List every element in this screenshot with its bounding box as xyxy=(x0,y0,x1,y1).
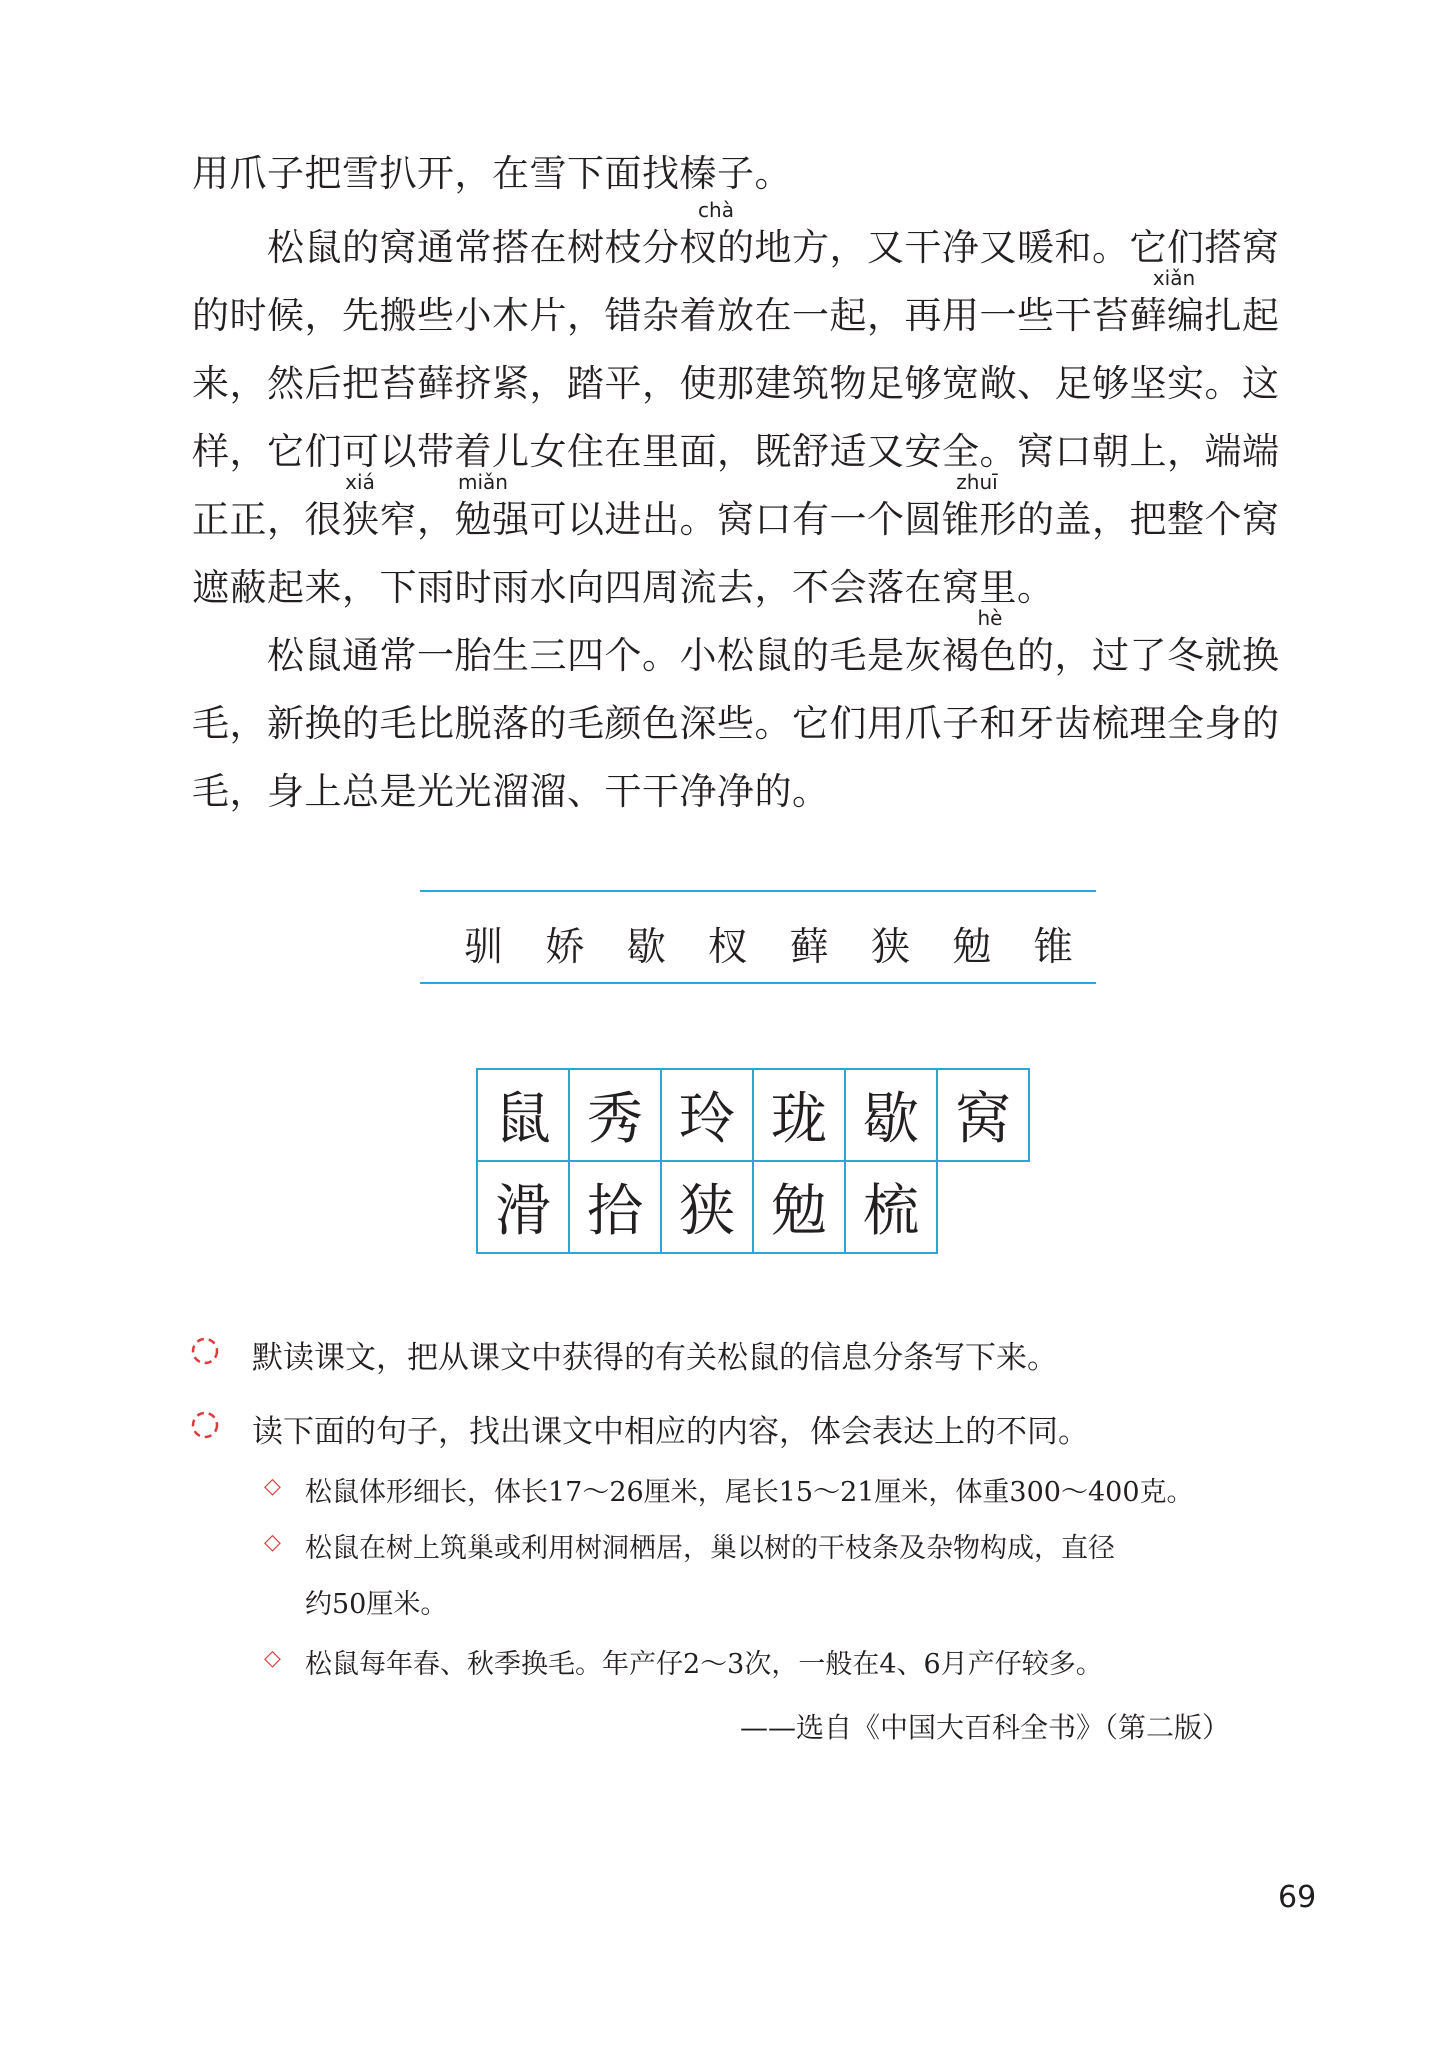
pinyin-annotation: zhuī xyxy=(956,470,998,494)
write-char: 珑 xyxy=(753,1069,845,1161)
recognize-bottom-rule xyxy=(420,982,1096,984)
source-citation: ——选自《中国大百科全书》（第二版） xyxy=(740,1711,1231,1744)
bullet-text: 松鼠每年春、秋季换毛。年产仔2～3次，一般在4、6月产仔较多。 xyxy=(305,1649,1103,1680)
write-char: 窝 xyxy=(937,1069,1029,1161)
diamond-icon: ◇ xyxy=(264,1474,281,1499)
write-char: 歇 xyxy=(845,1069,937,1161)
paragraph-line: 松鼠通常一胎生三四个。小松鼠的毛是灰褐色的，过了冬就换 xyxy=(192,634,1280,677)
question-text: 默读课文，把从课文中获得的有关松鼠的信息分条写下来。 xyxy=(252,1340,1058,1376)
paragraph-line: 的时候，先搬些小木片，错杂着放在一起，再用一些干苔藓编扎起 xyxy=(192,294,1280,337)
dashed-circle-icon xyxy=(190,1336,220,1366)
dashed-circle-icon xyxy=(190,1410,220,1440)
write-char: 滑 xyxy=(477,1161,569,1253)
question-text: 读下面的句子，找出课文中相应的内容，体会表达上的不同。 xyxy=(252,1414,1089,1450)
paragraph-line: 遮蔽起来，下雨时雨水向四周流去，不会落在窝里。 xyxy=(192,566,1055,609)
paragraph-line: 样，它们可以带着儿女住在里面，既舒适又安全。窝口朝上，端端 xyxy=(192,430,1280,473)
paragraph-line: 用爪子把雪扒开，在雪下面找榛子。 xyxy=(192,152,792,195)
write-char: 玲 xyxy=(661,1069,753,1161)
diamond-icon: ◇ xyxy=(264,1530,281,1555)
bullet-text-continued: 约50厘米。 xyxy=(305,1589,448,1620)
pinyin-annotation: chà xyxy=(698,198,734,222)
pinyin-annotation: miǎn xyxy=(458,470,508,494)
write-char: 秀 xyxy=(569,1069,661,1161)
write-char: 拾 xyxy=(569,1161,661,1253)
paragraph-line: 正正，很狭窄，勉强可以进出。窝口有一个圆锥形的盖，把整个窝 xyxy=(192,498,1280,541)
recognize-top-rule xyxy=(420,890,1096,892)
pinyin-annotation: xiǎn xyxy=(1152,266,1196,290)
paragraph-line: 毛，新换的毛比脱落的毛颜色深些。它们用爪子和牙齿梳理全身的 xyxy=(192,702,1280,745)
diamond-icon: ◇ xyxy=(264,1646,281,1671)
pinyin-annotation: hè xyxy=(977,606,1003,630)
paragraph-line: 毛，身上总是光光溜溜、干干净净的。 xyxy=(192,770,830,813)
paragraph-line: 松鼠的窝通常搭在树枝分杈的地方，又干净又暖和。它们搭窝 xyxy=(192,226,1280,269)
write-char: 梳 xyxy=(845,1161,937,1253)
bullet-text: 松鼠体形细长，体长17～26厘米，尾长15～21厘米，体重300～400克。 xyxy=(305,1477,1194,1508)
write-char: 狭 xyxy=(661,1161,753,1253)
bullet-text: 松鼠在树上筑巢或利用树洞栖居，巢以树的干枝条及杂物构成，直径 xyxy=(305,1533,1115,1564)
write-grid-row2 xyxy=(476,1160,938,1254)
write-char: 勉 xyxy=(753,1161,845,1253)
recognize-characters: 驯 娇 歇 杈 藓 狭 勉 锥 xyxy=(464,925,1088,970)
page-number: 69 xyxy=(1278,1880,1317,1915)
write-char: 鼠 xyxy=(477,1069,569,1161)
write-grid-row1 xyxy=(476,1068,1030,1162)
pinyin-annotation: xiá xyxy=(345,470,375,494)
paragraph-line: 来，然后把苔藓挤紧，踏平，使那建筑物足够宽敞、足够坚实。这 xyxy=(192,362,1280,405)
